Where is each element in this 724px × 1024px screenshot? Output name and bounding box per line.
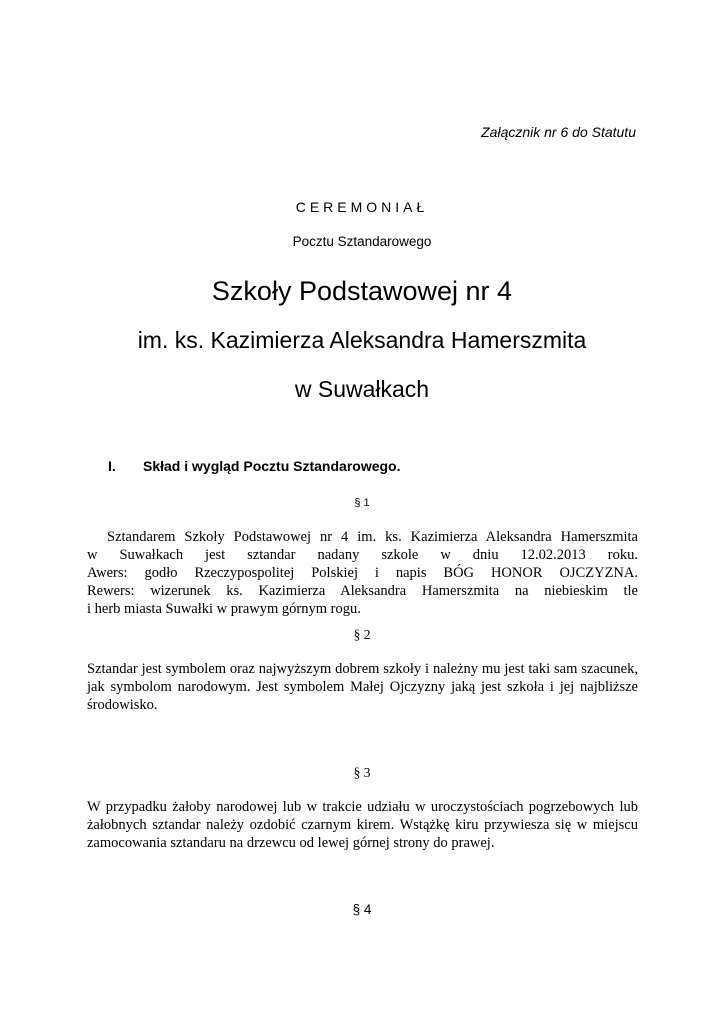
paragraph-mark-3: § 3 [353,765,371,780]
paragraph-3-line: żałobnych sztandar należy ozdobić czarnym kirem. Wstążkę kiru przywiesza się w miejscu [87,817,638,833]
paragraph-3 [87,798,638,852]
paragraph-1-line: Sztandarem Szkoły Podstawowej nr 4 im. ks. Kazimierza Aleksandra Hamerszmita [107,529,638,545]
paragraph-mark-1: § 1 [354,497,370,509]
paragraph-1-line: w Suwałkach jest sztandar nadany szkole w dniu 12.02.2013 roku. [87,547,638,563]
school-name-line-2: im. ks. Kazimierza Aleksandra Hamerszmita [137,327,587,353]
paragraph-3-line: W przypadku żałoby narodowej lub w trakcie udziału w uroczystościach pogrzebowych lub [87,799,638,815]
paragraph-3-line: zamocowania sztandaru na drzewcu od lewej górnej strony do prawej. [87,835,495,851]
school-name-line-1: Szkoły Podstawowej nr 4 [211,276,513,306]
section-number: I. [108,458,116,474]
paragraph-mark-2: § 2 [353,627,371,642]
paragraph-mark-4: § 4 [352,902,372,917]
section-title: Skład i wygląd Pocztu Sztandarowego. [143,458,401,474]
annex-label: Załącznik nr 6 do Statutu [481,124,636,140]
subtitle: Pocztu Sztandarowego [292,234,432,249]
paragraph-1-line: Awers: godło Rzeczypospolitej Polskiej i napis BÓG HONOR OJCZYZNA. [87,565,638,581]
school-name-line-3: w Suwałkach [294,376,430,402]
paragraph-1-line: i herb miasta Suwałki w prawym górnym rogu. [87,601,361,617]
paragraph-2 [87,660,638,714]
paragraph-1 [87,528,638,618]
section-heading [108,458,401,474]
paragraph-2-line: jak symbolom narodowym. Jest symbolem Małej Ojczyzny jaką jest szkoła i jej najbliższe [87,679,638,695]
paragraph-2-line: środowisko. [87,697,158,713]
paragraph-2-line: Sztandar jest symbolem oraz najwyższym dobrem szkoły i należny mu jest taki sam szacunek, [87,661,638,677]
paragraph-1-line: Rewers: wizerunek ks. Kazimierza Aleksandra Hamerszmita na niebieskim tle [87,583,638,599]
ceremonial-title: CEREMONIAŁ [295,199,429,215]
